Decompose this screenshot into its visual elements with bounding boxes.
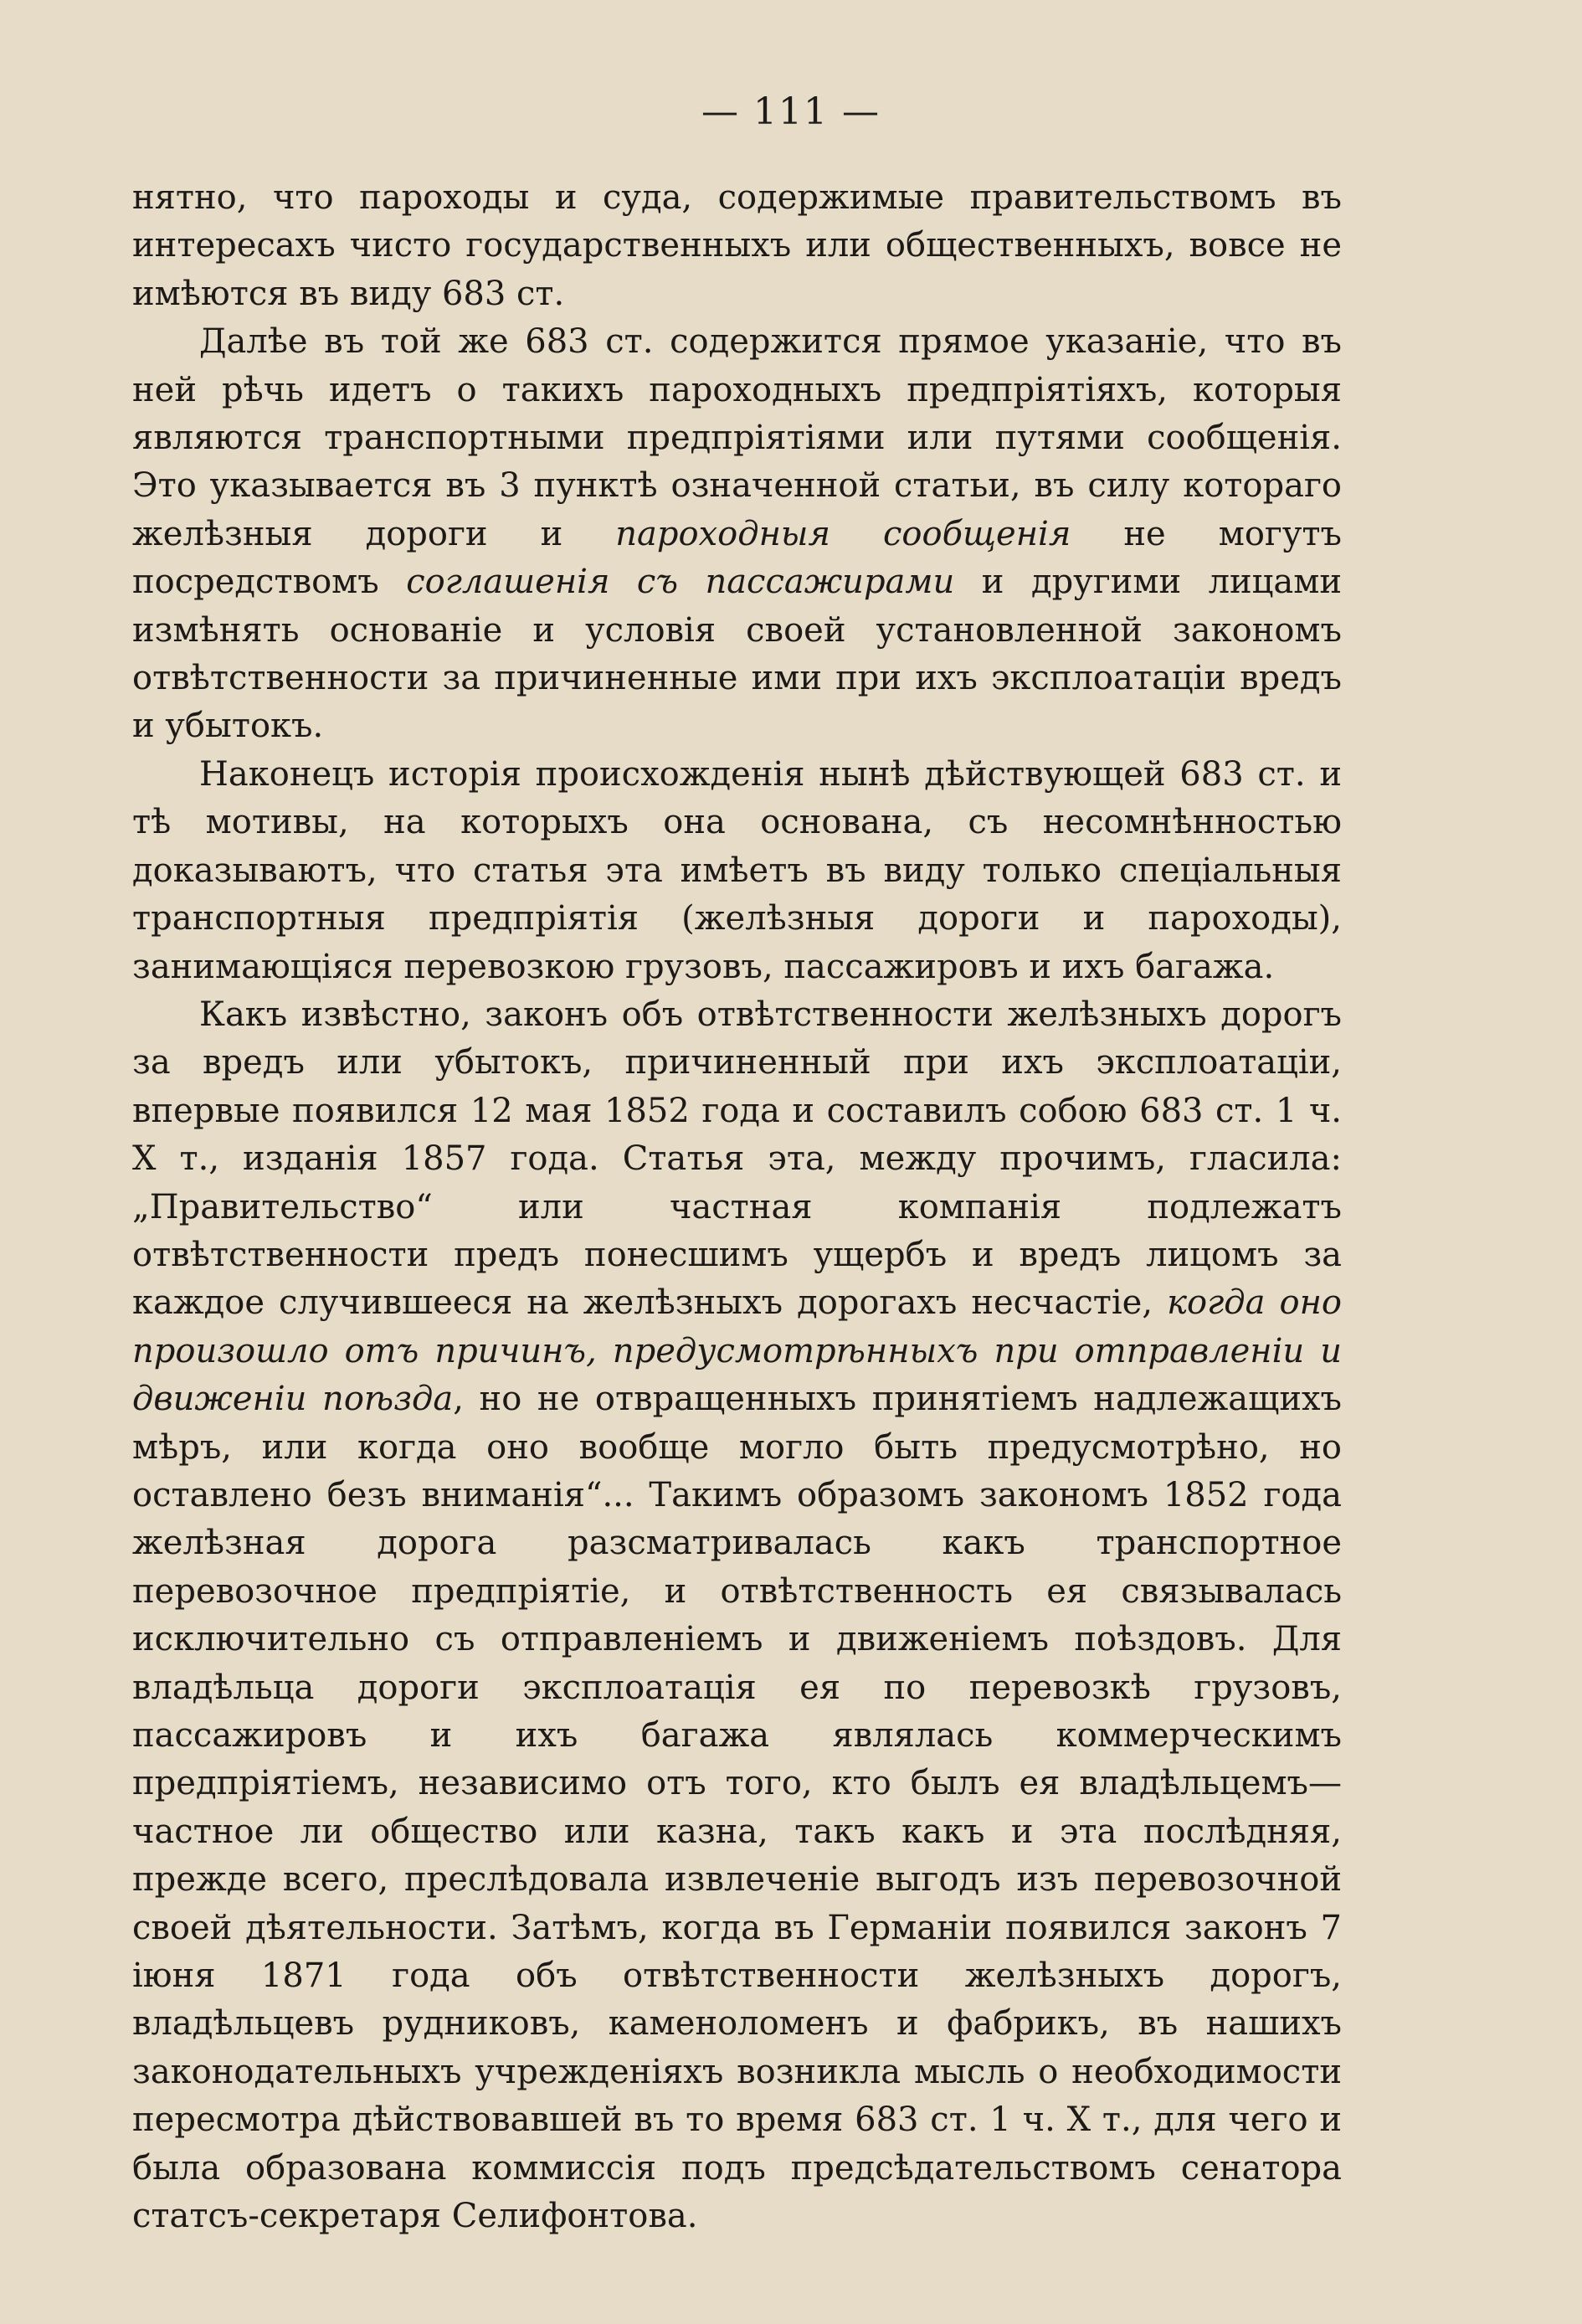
italic-text-run: пароходныя сообщенія: [615, 514, 1071, 553]
page-number: — 111 —: [701, 90, 881, 133]
text-body: [132, 174, 1342, 2240]
paragraph: [132, 318, 1342, 751]
text-run: Наконецъ исторія происхожденія нынѣ дѣйствующей 683 ст. и тѣ мотивы, на которыхъ она основана, съ несомнѣнностью доказываютъ, что статья эта имѣетъ въ виду только спеціальныя транспортныя предпріятія (желѣзныя дороги и пароходы), занимающіяся перевозкою грузовъ, пассажировъ и ихъ багажа.: [132, 754, 1342, 986]
italic-text-run: соглашенія съ пассажирами: [406, 563, 955, 602]
paragraph: [132, 991, 1342, 2241]
text-run: , но не отвращенныхъ принятіемъ надлежащихъ мѣръ, или когда оно вообще могло быть предусмотрѣно, но оставлено безъ вниманія“... Такимъ образомъ закономъ 1852 года желѣзная дорога разсматривалась какъ транспортное перевозочное предпріятіе, и отвѣтственность ея связывалась исключительно съ отправленіемъ и движеніемъ поѣздовъ. Для владѣльца дороги эксплоатація ея по перевозкѣ грузовъ, пассажировъ и ихъ багажа являлась коммерческимъ предпріятіемъ, независимо отъ того, кто былъ ея владѣльцемъ—частное ли общество или казна, такъ какъ и эта послѣдняя, прежде всего, преслѣдовала извлеченіе выгодъ изъ перевозочной своей дѣятельности. Затѣмъ, когда въ Германіи появился законъ 7 іюня 1871 года объ отвѣтственности желѣзныхъ дорогъ, владѣльцевъ рудниковъ, каменоломенъ и фабрикъ, въ нашихъ законодательныхъ учрежденіяхъ возникла мысль о необходимости пересмотра дѣйствовавшей въ то время 683 ст. 1 ч. X т., для чего и была образована коммиссія подъ предсѣдательствомъ сенатора статсъ-секретаря Селифонтова.: [132, 1380, 1343, 2236]
italic-text-run: когда оно произошло отъ причинъ, предусмотрѣнныхъ при отправленіи и движеніи поѣзда: [132, 1283, 1343, 1419]
text-run: и другими лицами измѣнять основаніе и условія своей установленной закономъ отвѣтственности за причиненные ими при ихъ эксплоатаціи вредъ и убытокъ.: [132, 563, 1342, 746]
paragraph: [132, 751, 1342, 991]
text-run: Далѣе въ той же 683 ст. содержится прямое указаніе, что въ ней рѣчь идетъ о такихъ пароходныхъ предпріятіяхъ, которыя являются транспортными предпріятіями или путями сообщенія. Это указывается въ 3 пунктѣ означенной статьи, въ силу котораго желѣзныя дороги и: [132, 322, 1342, 553]
text-run: не могутъ посредствомъ: [132, 514, 1342, 602]
text-run: Какъ извѣстно, законъ объ отвѣтственности желѣзныхъ дорогъ за вредъ или убытокъ, причиненный при ихъ эксплоатаціи, впервые появился 12 мая 1852 года и составилъ собою 683 ст. 1 ч. X т., изданія 1857 года. Статья эта, между прочимъ, гласила: „Правительство“ или частная компанія подлежатъ отвѣтственности предъ понесшимъ ущербъ и вредъ лицомъ за каждое случившееся на желѣзныхъ дорогахъ несчастіе,: [132, 995, 1342, 1323]
text-run: нятно, что пароходы и суда, содержимые правительствомъ въ интересахъ чисто государственныхъ или общественныхъ, вовсе не имѣются въ виду 683 ст.: [132, 178, 1342, 313]
paragraph: [132, 174, 1342, 318]
